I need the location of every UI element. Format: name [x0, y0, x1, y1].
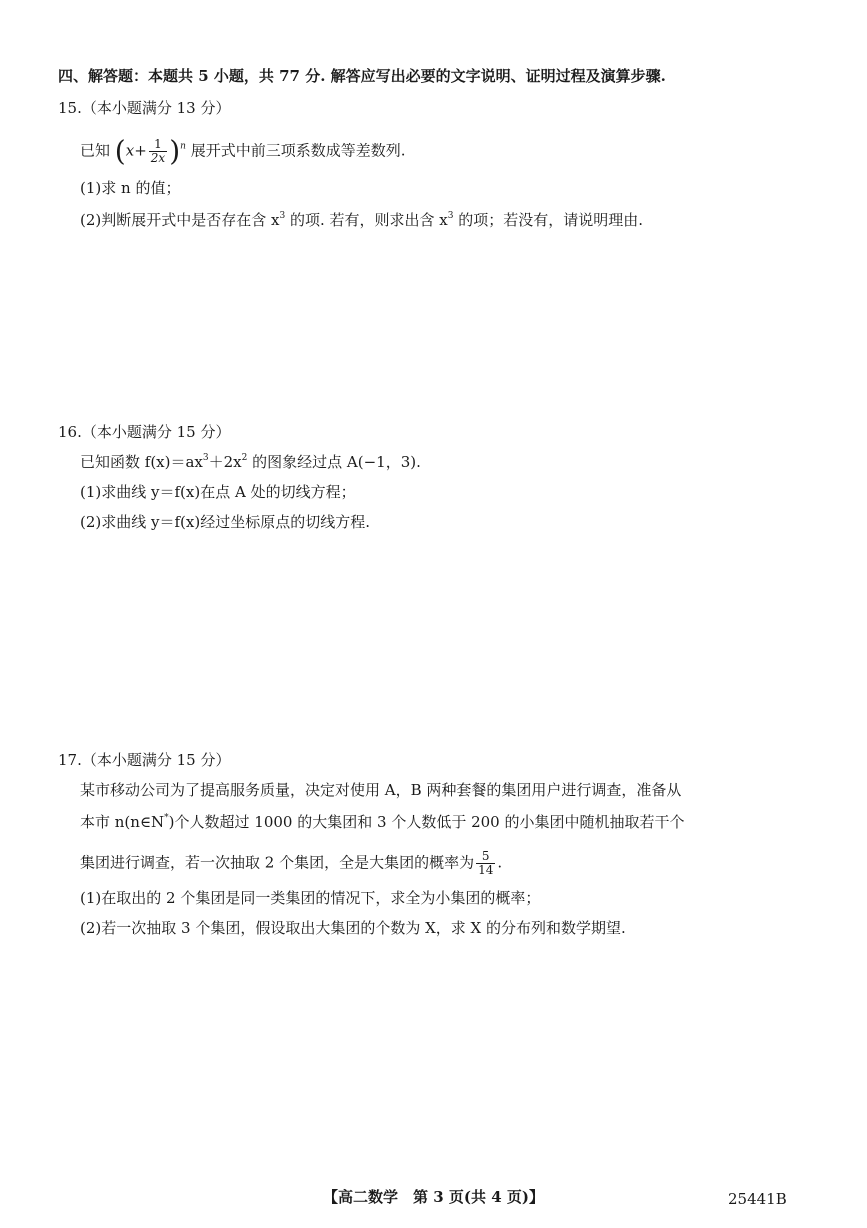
- q17-frac-num: 5: [476, 850, 495, 864]
- q15-part2: [80, 210, 643, 230]
- q16-title: 16.（本小题满分 15 分）: [58, 423, 231, 441]
- q15-frac-den: 2x: [150, 151, 166, 165]
- q17-fraction: [476, 850, 495, 877]
- q15-expr-plus: +: [134, 141, 147, 160]
- q15-frac-num: 1: [149, 138, 167, 152]
- paper-code: 25441B: [728, 1190, 787, 1208]
- q15-stem-suffix: 展开式中前三项系数成等差数列.: [190, 141, 406, 160]
- q16-stem-sup1: 3: [202, 453, 209, 463]
- q15-part1: (1)求 n 的值；: [80, 179, 181, 197]
- q16-stem-a: 已知函数 f(x)＝ax: [80, 453, 203, 471]
- q17-part2: (2)若一次抽取 3 个集团，假设取出大集团的个数为 X，求 X 的分布列和数学期望.: [80, 919, 626, 937]
- q15-part2-c: 的项；若没有，请说明理由.: [453, 211, 644, 229]
- q15-stem-prefix: 已知: [80, 141, 111, 160]
- q17-line3-end: .: [497, 853, 503, 872]
- q17-line1: 某市移动公司为了提高服务质量，决定对使用 A，B 两种套餐的集团用户进行调查，准备从: [80, 781, 682, 799]
- q15-part2-a: (2)判断展开式中是否存在含 x: [80, 211, 280, 229]
- q16-stem-c: 的图象经过点 A(−1，3).: [247, 453, 421, 471]
- q17-part1: (1)在取出的 2 个集团是同一类集团的情况下，求全为小集团的概率；: [80, 889, 541, 907]
- q15-part2-sup2: 3: [447, 211, 454, 221]
- q15-part2-sup1: 3: [279, 211, 286, 221]
- right-paren-icon: ): [169, 134, 181, 168]
- q15-stem: [80, 134, 406, 168]
- q16-stem: [80, 452, 421, 472]
- q15-expr-x: x: [125, 141, 135, 160]
- q17-line2-a: 本市 n(n∈N: [80, 813, 165, 831]
- q15-exponent: n: [180, 141, 186, 152]
- q16-part1: (1)求曲线 y＝f(x)在点 A 处的切线方程；: [80, 483, 356, 501]
- left-paren-icon: (: [114, 134, 126, 168]
- q17-title: 17.（本小题满分 15 分）: [58, 751, 231, 769]
- q16-part2: (2)求曲线 y＝f(x)经过坐标原点的切线方程.: [80, 513, 370, 531]
- q15-part2-b: 的项. 若有，则求出含 x: [285, 211, 448, 229]
- q15-title: 15.（本小题满分 13 分）: [58, 99, 231, 117]
- q17-frac-den: 14: [478, 863, 494, 877]
- q16-stem-sup2: 2: [241, 453, 248, 463]
- q15-fraction: [149, 138, 167, 165]
- page-footer: 【高二数学 第 3 页(共 4 页)】: [323, 1188, 544, 1206]
- q17-line3: [80, 850, 502, 877]
- q17-line2: [80, 812, 684, 832]
- q17-line3-text: 集团进行调查，若一次抽取 2 个集团，全是大集团的概率为: [80, 853, 475, 872]
- section-header: 四、解答题：本题共 5 小题，共 77 分. 解答应写出必要的文字说明、证明过程及演算步骤.: [58, 67, 666, 85]
- q16-stem-b: ＋2x: [208, 453, 242, 471]
- q17-line2-b: )个人数超过 1000 的大集团和 3 个人数低于 200 的小集团中随机抽取若干个: [168, 813, 685, 831]
- q17-line2-sup: *: [164, 813, 169, 823]
